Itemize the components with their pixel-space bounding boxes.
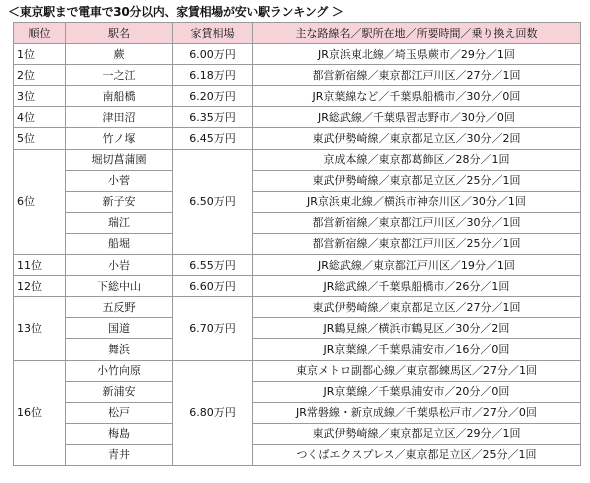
table-row [14, 402, 581, 423]
ranking-table [13, 22, 581, 466]
station-cell: 五反野 [66, 297, 173, 318]
table-row [14, 255, 581, 276]
station-cell: 堀切菖蒲園 [66, 149, 173, 170]
table-row [14, 107, 581, 128]
table-row [14, 423, 581, 444]
details-cell: JR総武線／東京都江戸川区／19分／1回 [253, 255, 581, 276]
details-cell: JR総武線／千葉県習志野市／30分／0回 [253, 107, 581, 128]
rent-cell: 6.18万円 [173, 65, 253, 86]
details-cell: JR総武線／千葉県船橋市／26分／1回 [253, 276, 581, 297]
station-cell: 船堀 [66, 233, 173, 254]
details-cell: 東武伊勢崎線／東京都足立区／27分／1回 [253, 297, 581, 318]
details-cell: JR京浜東北線／埼玉県蕨市／29分／1回 [253, 44, 581, 65]
table-row [14, 297, 581, 318]
table-row [14, 65, 581, 86]
table-row [14, 318, 581, 339]
table-row [14, 128, 581, 149]
details-cell: 都営新宿線／東京都江戸川区／30分／1回 [253, 212, 581, 233]
details-cell: つくばエクスプレス／東京都足立区／25分／1回 [253, 444, 581, 465]
station-cell: 下総中山 [66, 276, 173, 297]
rank-cell: 4位 [14, 107, 66, 128]
station-cell: 新浦安 [66, 381, 173, 402]
rank-cell: 11位 [14, 255, 66, 276]
rank-cell: 2位 [14, 65, 66, 86]
station-cell: 瑞江 [66, 212, 173, 233]
rank-cell: 13位 [14, 297, 66, 360]
rank-cell: 1位 [14, 44, 66, 65]
ranking-title: ＜東京駅まで電車で30分以内、家賃相場が安い駅ランキング ＞ [8, 5, 344, 19]
rank-cell: 3位 [14, 86, 66, 107]
rank-cell: 6位 [14, 149, 66, 254]
rent-cell: 6.55万円 [173, 255, 253, 276]
details-cell: JR京葉線／千葉県浦安市／20分／0回 [253, 381, 581, 402]
rank-cell: 5位 [14, 128, 66, 149]
rent-cell: 6.35万円 [173, 107, 253, 128]
table-row [14, 170, 581, 191]
rank-cell: 12位 [14, 276, 66, 297]
table-row [14, 149, 581, 170]
rent-cell: 6.60万円 [173, 276, 253, 297]
details-cell: JR京浜東北線／横浜市神奈川区／30分／1回 [253, 191, 581, 212]
rent-cell: 6.50万円 [173, 149, 253, 254]
details-cell: JR常磐線・新京成線／千葉県松戸市／27分／0回 [253, 402, 581, 423]
details-cell: 都営新宿線／東京都江戸川区／25分／1回 [253, 233, 581, 254]
station-cell: 津田沼 [66, 107, 173, 128]
header-row [14, 23, 581, 44]
table-row [14, 276, 581, 297]
table-header [14, 23, 581, 44]
station-cell: 南船橋 [66, 86, 173, 107]
details-cell: 都営新宿線／東京都江戸川区／27分／1回 [253, 65, 581, 86]
header-rent: 家賃相場 [173, 23, 253, 44]
header-rank: 順位 [14, 23, 66, 44]
station-cell: 小竹向原 [66, 360, 173, 381]
station-cell: 松戸 [66, 402, 173, 423]
table-row [14, 191, 581, 212]
table-row [14, 444, 581, 465]
station-cell: 一之江 [66, 65, 173, 86]
details-cell: 京成本線／東京都葛飾区／28分／1回 [253, 149, 581, 170]
station-cell: 竹ノ塚 [66, 128, 173, 149]
table-row [14, 360, 581, 381]
rent-cell: 6.00万円 [173, 44, 253, 65]
rank-cell: 16位 [14, 360, 66, 465]
station-cell: 小菅 [66, 170, 173, 191]
station-cell: 小岩 [66, 255, 173, 276]
rent-cell: 6.70万円 [173, 297, 253, 360]
table-row [14, 44, 581, 65]
details-cell: 東京メトロ副都心線／東京都練馬区／27分／1回 [253, 360, 581, 381]
station-cell: 新子安 [66, 191, 173, 212]
details-cell: 東武伊勢崎線／東京都足立区／30分／2回 [253, 128, 581, 149]
station-cell: 舞浜 [66, 339, 173, 360]
details-cell: JR京葉線／千葉県浦安市／16分／0回 [253, 339, 581, 360]
rent-cell: 6.80万円 [173, 360, 253, 465]
rent-cell: 6.45万円 [173, 128, 253, 149]
station-cell: 梅島 [66, 423, 173, 444]
station-cell: 青井 [66, 444, 173, 465]
table-row [14, 339, 581, 360]
header-station: 駅名 [66, 23, 173, 44]
table-row [14, 86, 581, 107]
rent-cell: 6.20万円 [173, 86, 253, 107]
details-cell: JR京葉線など／千葉県船橋市／30分／0回 [253, 86, 581, 107]
table-body [14, 44, 581, 466]
table-row [14, 212, 581, 233]
header-details: 主な路線名／駅所在地／所要時間／乗り換え回数 [253, 23, 581, 44]
table-row [14, 381, 581, 402]
station-cell: 蕨 [66, 44, 173, 65]
details-cell: JR鶴見線／横浜市鶴見区／30分／2回 [253, 318, 581, 339]
station-cell: 国道 [66, 318, 173, 339]
details-cell: 東武伊勢崎線／東京都足立区／29分／1回 [253, 423, 581, 444]
details-cell: 東武伊勢崎線／東京都足立区／25分／1回 [253, 170, 581, 191]
table-row [14, 233, 581, 254]
